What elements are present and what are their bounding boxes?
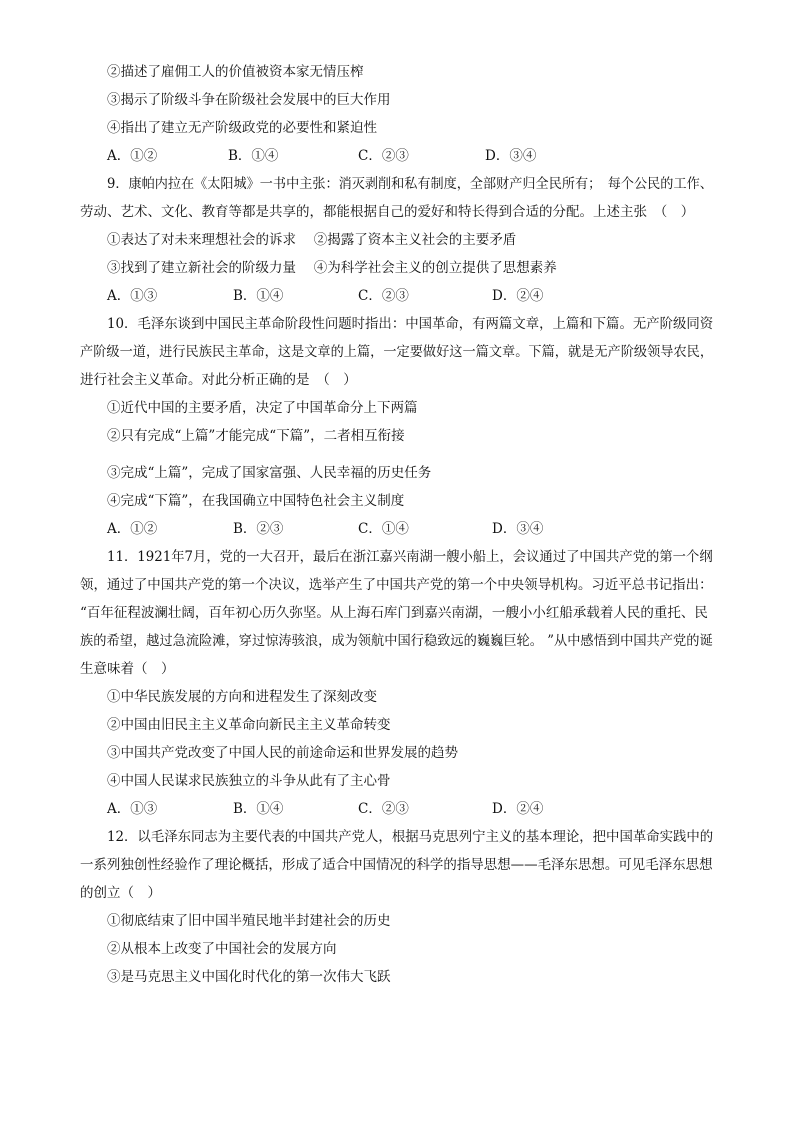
question-11-statement-1: ①中华民族发展的方向和进程发生了深刻改变 (107, 689, 377, 705)
option-b: B．①④ (233, 801, 284, 817)
question-12-stem-line-1: 12．以毛泽东同志为主要代表的中国共产党人，根据马克思列宁主义的基本理论，把中国革命实践中的 (107, 829, 714, 845)
question-11-quote-line-1: “百年征程波澜壮阔，百年初心历久弥坚。从上海石库门到嘉兴南湖，一艘小小红船承载着人民的重托、民 (80, 605, 708, 621)
option-c: C．②③ (358, 801, 409, 817)
question-12-statement-2: ②从根本上改变了中国社会的发展方向 (107, 941, 337, 957)
question-12-stem-line-2: 一系列独创性经验作了理论概括，形成了适合中国情况的科学的指导思想——毛泽东思想。可见毛泽东思想 (80, 857, 713, 873)
question-11-stem-line-1: 11．1921年7月，党的一大召开，最后在浙江嘉兴南湖一艘小船上，会议通过了中国共产党的第一个纲 (107, 549, 713, 565)
option-a: A．①③ (107, 288, 158, 304)
option-c: C．②③ (358, 288, 409, 304)
question-10-statement-1: ①近代中国的主要矛盾，决定了中国革命分上下两篇 (107, 400, 418, 416)
question-8-statement-4: ④指出了建立无产阶级政党的必要性和紧迫性 (107, 120, 377, 136)
option-d: D．②④ (492, 801, 544, 817)
option-a: A．①② (107, 148, 158, 164)
question-11-statement-2: ②中国由旧民主主义革命向新民主主义革命转变 (107, 717, 391, 733)
option-b: B．①④ (228, 148, 279, 164)
question-9-stem-line-1: 9．康帕内拉在《太阳城》一书中主张：消灭剥削和私有制度，全部财产归全民所有； 每个公民的工作、 (107, 176, 713, 192)
option-d: D．③④ (492, 521, 544, 537)
question-12-statement-3: ③是马克思主义中国化时代化的第一次伟大飞跃 (107, 969, 391, 985)
question-10-statement-2: ②只有完成“上篇”才能完成“下篇”，二者相互衔接 (107, 428, 405, 444)
question-11-stem-line-2: 领，通过了中国共产党的第一个决议，选举产生了中国共产党的第一个中央领导机构。习近平总书记指出： (80, 577, 713, 593)
question-10-stem-line-1: 10．毛泽东谈到中国民主革命阶段性问题时指出：中国革命，有两篇文章，上篇和下篇。无产阶级同资 (107, 316, 714, 332)
option-d: D．③④ (485, 148, 537, 164)
question-8-statement-2: ②描述了雇佣工人的价值被资本家无情压榨 (107, 64, 364, 80)
question-10-statement-3: ③完成“上篇”，完成了国家富强、人民幸福的历史任务 (107, 465, 432, 481)
option-b: B．②③ (233, 521, 284, 537)
option-c: C．②③ (358, 148, 409, 164)
question-12-statement-1: ①彻底结束了旧中国半殖民地半封建社会的历史 (107, 913, 391, 929)
option-c: C．①④ (358, 521, 409, 537)
question-12-stem-line-3: 的创立（ ） (80, 885, 161, 901)
option-a: A．①② (107, 521, 158, 537)
question-9-stem-line-2: 劳动、艺术、文化、教育等都是共享的，都能根据自己的爱好和特长得到合适的分配。上述主张 （ ） (80, 204, 695, 220)
question-11-stem-line-5: 生意味着（ ） (80, 661, 175, 677)
question-11-statement-3: ③中国共产党改变了中国人民的前途命运和世界发展的趋势 (107, 745, 458, 761)
question-10-stem-line-3: 进行社会主义革命。对此分析正确的是 （ ） (80, 372, 357, 388)
option-a: A．①③ (107, 801, 158, 817)
option-d: D．②④ (492, 288, 544, 304)
option-b: B．①④ (233, 288, 284, 304)
question-9-statements-3-4: ③找到了建立新社会的阶级力量 ④为科学社会主义的创立提供了思想素养 (107, 260, 557, 276)
question-11-quote-line-2: 族的希望，越过急流险滩，穿过惊涛骇浪，成为领航中国行稳致远的巍巍巨轮。 ”从中感悟到中国共产党的诞 (80, 633, 713, 649)
question-11-statement-4: ④中国人民谋求民族独立的斗争从此有了主心骨 (107, 773, 391, 789)
question-8-statement-3: ③揭示了阶级斗争在阶级社会发展中的巨大作用 (107, 92, 391, 108)
question-10-stem-line-2: 产阶级一道，进行民族民主革命，这是文章的上篇，一定要做好这一篇文章。下篇，就是无产阶级领导农民， (80, 344, 714, 360)
question-10-statement-4: ④完成“下篇”，在我国确立中国特色社会主义制度 (107, 493, 405, 509)
question-9-statements-1-2: ①表达了对未来理想社会的诉求 ②揭露了资本主义社会的主要矛盾 (107, 232, 517, 248)
